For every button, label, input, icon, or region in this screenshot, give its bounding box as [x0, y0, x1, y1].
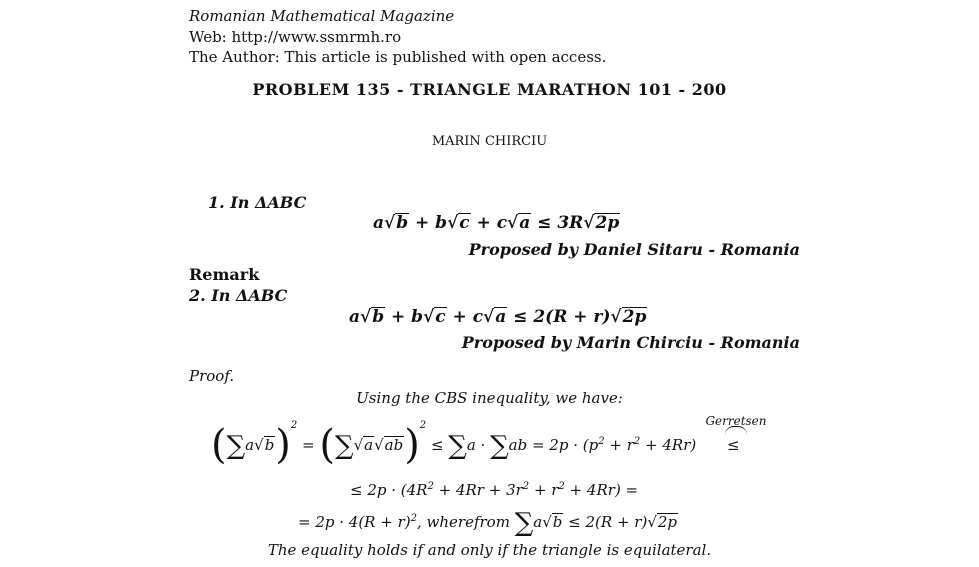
- wherefrom-word: wherefrom: [426, 513, 510, 531]
- cbs-line: Using the CBS inequality, we have:: [356, 389, 623, 407]
- author-name: MARIN CHIRCIU: [431, 134, 548, 149]
- proof-formula-2: ≤ $2p \cdot (4R^2 + 4Rr + 3r^2 + r^2 + 4Rr)$ =: [350, 481, 639, 499]
- web-address: Web: http://www.ssmrmh.ro: [189, 28, 402, 46]
- remark-heading: Remark: [189, 265, 260, 284]
- author-note: The Author: This article is published with open access.: [189, 48, 607, 66]
- proof-label: Proof.: [189, 367, 235, 385]
- problem-1-formula: a√b + b√c + c√a ≤ 3R√2p: [373, 213, 620, 233]
- gerretsen-brace: [725, 426, 747, 435]
- magazine-name: Romanian Mathematical Magazine: [189, 7, 455, 25]
- problem-2-proposer: Proposed by Marin Chirciu - Romania: [461, 333, 800, 352]
- problem-1-proposer: Proposed by Daniel Sitaru - Romania: [468, 240, 800, 259]
- gerretsen-label: Gerretsen: [705, 414, 767, 428]
- proof-formula-1: $(\sum a√b)^2 = (\sum√a√ab)^2 \le \sum a \cdot \sum ab = 2p \cdot (p^2 + r^2 + 4Rr)$ Gerretsen ≤: [211, 420, 740, 468]
- problem-1-label: 1. In ΔABC: [208, 193, 307, 212]
- proof-formula-3: = $2p \cdot 4(R + r)^2$, wherefrom ∑a√b ≤ 2(R + r)√2p: [298, 508, 678, 538]
- equality-statement: The equality holds if and only if the triangle is equilateral.: [267, 541, 712, 559]
- page-title: PROBLEM 135 - TRIANGLE MARATHON 101 - 200: [252, 80, 727, 99]
- problem-2-label: 2. In ΔABC: [189, 286, 288, 305]
- problem-2-formula: a√b + b√c + c√a ≤ 2(R + r)√2p: [349, 307, 647, 327]
